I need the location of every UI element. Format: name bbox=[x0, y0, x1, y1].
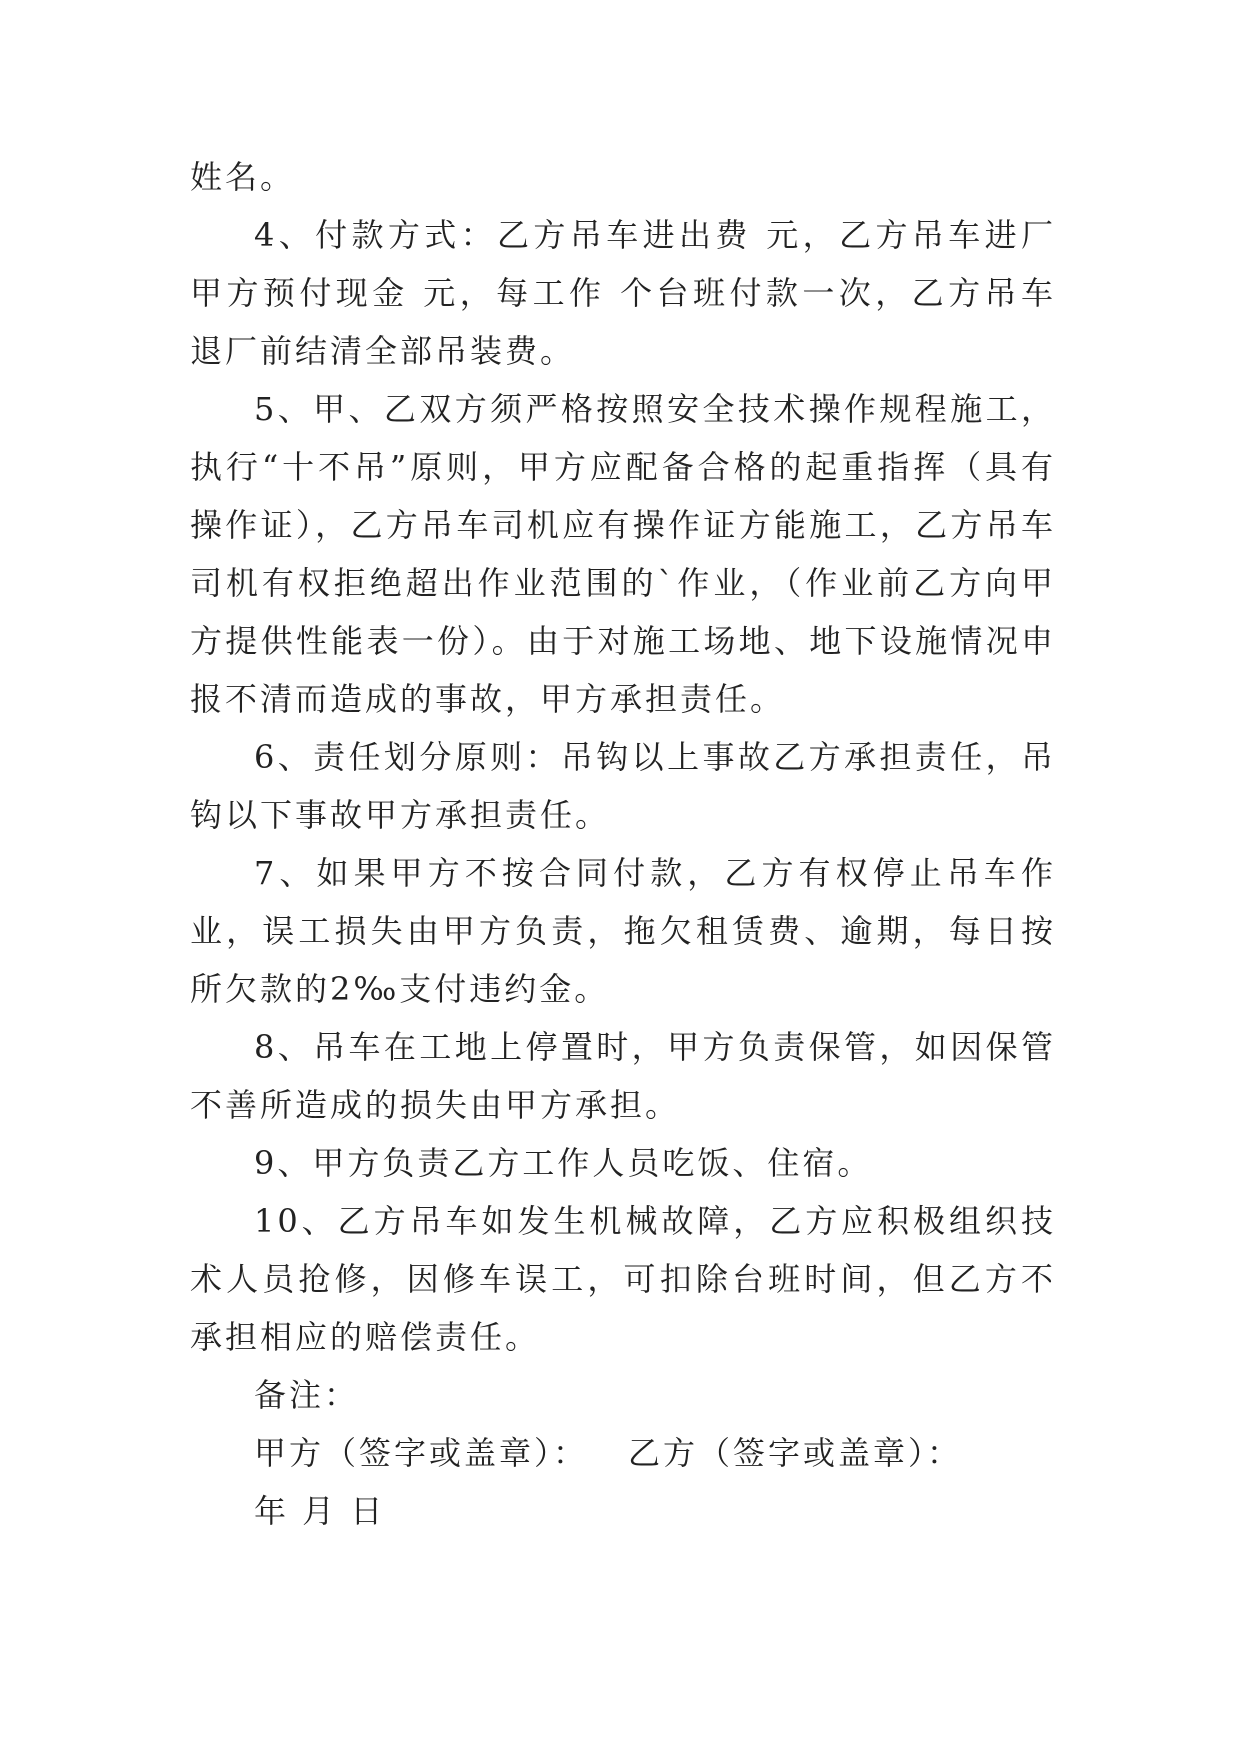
clause-10-breakdown: 10、乙方吊车如发生机械故障，乙方应积极组织技术人员抢修，因修车误工，可扣除台班时间，但乙方不承担相应的赔偿责任。 bbox=[190, 1202, 1056, 1356]
remark-label: 备注： bbox=[254, 1376, 360, 1414]
signature-row bbox=[190, 1424, 1056, 1482]
clause-8-custody: 8、吊车在工地上停置时，甲方负责保管，如因保管不善所造成的损失由甲方承担。 bbox=[190, 1028, 1056, 1124]
party-b-signature: 乙方（签字或盖章）： bbox=[628, 1434, 963, 1472]
clause-9-accommodation: 9、甲方负责乙方工作人员吃饭、住宿。 bbox=[254, 1144, 873, 1182]
clause-5-safety: 5、甲、乙双方须严格按照安全技术操作规程施工，执行“十不吊”原则，甲方应配备合格的起重指挥（具有操作证），乙方吊车司机应有操作证方能施工，乙方吊车司机有权拒绝超出作业范围的`作业，（作业前乙方向甲方提供性能表一份）。由于对施工场地、地下设施情况申报不清而造成的事故，甲方承担责任。 bbox=[190, 390, 1056, 718]
date-line: 年 月 日 bbox=[254, 1492, 386, 1530]
paragraph-continuation: 姓名。 bbox=[190, 158, 296, 196]
party-a-signature: 甲方（签字或盖章）： bbox=[254, 1434, 589, 1472]
contract-body bbox=[190, 148, 1056, 1540]
clause-6-liability: 6、责任划分原则：吊钩以上事故乙方承担责任，吊钩以下事故甲方承担责任。 bbox=[190, 738, 1056, 834]
clause-4-payment: 4、付款方式：乙方吊车进出费 元，乙方吊车进厂甲方预付现金 元，每工作 个台班付款一次，乙方吊车退厂前结清全部吊装费。 bbox=[190, 216, 1056, 370]
clause-7-late-payment: 7、如果甲方不按合同付款，乙方有权停止吊车作业，误工损失由甲方负责，拖欠租赁费、逾期，每日按所欠款的2‰支付违约金。 bbox=[190, 854, 1056, 1008]
